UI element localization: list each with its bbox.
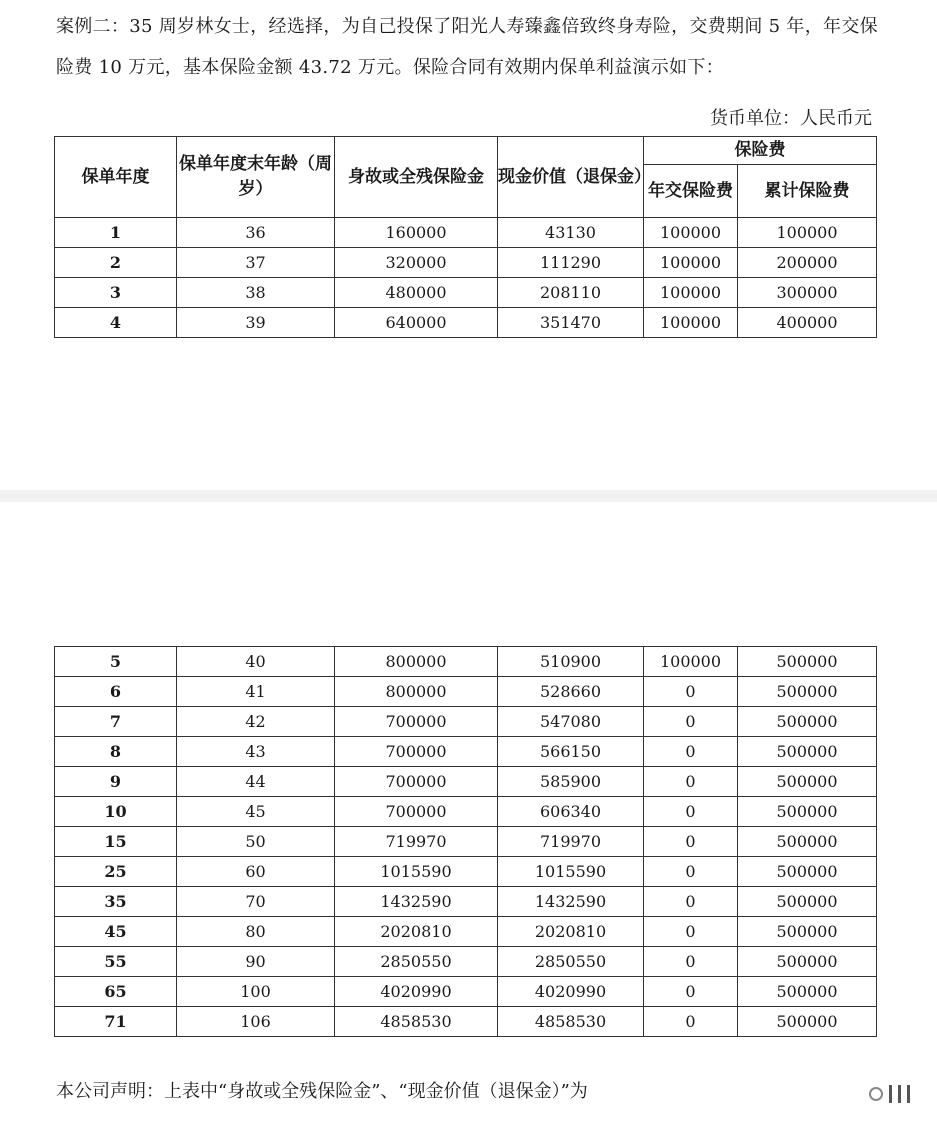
table-cell: 566150 xyxy=(498,737,644,767)
table-row xyxy=(55,278,877,308)
table-cell: 510900 xyxy=(498,647,644,677)
table-cell: 320000 xyxy=(335,248,498,278)
table-cell: 0 xyxy=(644,707,738,737)
table-cell: 100000 xyxy=(644,647,738,677)
table-cell: 42 xyxy=(177,707,335,737)
table-row xyxy=(55,827,877,857)
table-cell: 480000 xyxy=(335,278,498,308)
table-cell: 36 xyxy=(177,218,335,248)
image-viewer-toolbar xyxy=(700,1074,930,1114)
table-cell: 60 xyxy=(177,857,335,887)
table-cell: 300000 xyxy=(738,278,877,308)
table-cell: 700000 xyxy=(335,737,498,767)
table-cell: 500000 xyxy=(738,797,877,827)
table-cell: 160000 xyxy=(335,218,498,248)
table-cell: 15 xyxy=(55,827,177,857)
table-row xyxy=(55,248,877,278)
table-cell: 45 xyxy=(177,797,335,827)
table-cell: 0 xyxy=(644,917,738,947)
header-age: 保单年度末年龄（周岁） xyxy=(177,137,335,218)
table-cell: 351470 xyxy=(498,308,644,338)
table-cell: 2020810 xyxy=(335,917,498,947)
table-cell: 208110 xyxy=(498,278,644,308)
table-cell: 4020990 xyxy=(498,977,644,1007)
table-cell: 100 xyxy=(177,977,335,1007)
intro-paragraph: 案例二：35 周岁林女士，经选择，为自己投保了阳光人寿臻鑫倍致终身寿险，交费期间 5 年，年交保险费 10 万元，基本保险金额 43.72 万元。保险合同有效期内保单利益演示如下： xyxy=(56,16,878,78)
table-cell: 700000 xyxy=(335,767,498,797)
table-cell: 0 xyxy=(644,1007,738,1037)
table-cell: 2020810 xyxy=(498,917,644,947)
table-cell: 547080 xyxy=(498,707,644,737)
table-cell: 585900 xyxy=(498,767,644,797)
table-cell: 37 xyxy=(177,248,335,278)
bar-icon[interactable] xyxy=(898,1085,901,1103)
table-row xyxy=(55,647,877,677)
table-cell: 500000 xyxy=(738,707,877,737)
table-cell: 100000 xyxy=(738,218,877,248)
table-body-bottom xyxy=(55,647,877,1037)
table-cell: 90 xyxy=(177,947,335,977)
table-cell: 1 xyxy=(55,218,177,248)
table-cell: 3 xyxy=(55,278,177,308)
table-cell: 719970 xyxy=(498,827,644,857)
table-cell: 400000 xyxy=(738,308,877,338)
table-row xyxy=(55,887,877,917)
company-statement: 本公司声明：上表中“身故或全残保险金”、“现金价值（退保金）”为 xyxy=(56,1081,588,1102)
bar-icon[interactable] xyxy=(907,1085,910,1103)
table-row xyxy=(55,767,877,797)
table-body-top xyxy=(55,218,877,338)
header-death-benefit: 身故或全残保险金 xyxy=(335,137,498,218)
table-cell: 0 xyxy=(644,677,738,707)
table-cell: 40 xyxy=(177,647,335,677)
table-cell: 55 xyxy=(55,947,177,977)
table-cell: 700000 xyxy=(335,707,498,737)
table-row xyxy=(55,857,877,887)
table-cell: 35 xyxy=(55,887,177,917)
table-cell: 0 xyxy=(644,797,738,827)
table-row xyxy=(55,1007,877,1037)
table-cell: 719970 xyxy=(335,827,498,857)
table-cell: 0 xyxy=(644,887,738,917)
table-cell: 39 xyxy=(177,308,335,338)
table-row xyxy=(55,977,877,1007)
table-cell: 43 xyxy=(177,737,335,767)
table-cell: 500000 xyxy=(738,977,877,1007)
table-cell: 100000 xyxy=(644,218,738,248)
table-cell: 100000 xyxy=(644,248,738,278)
table-cell: 200000 xyxy=(738,248,877,278)
table-cell: 44 xyxy=(177,767,335,797)
table-row xyxy=(55,737,877,767)
table-row xyxy=(55,707,877,737)
table-cell: 2850550 xyxy=(498,947,644,977)
table-cell: 9 xyxy=(55,767,177,797)
table-cell: 65 xyxy=(55,977,177,1007)
table-cell: 71 xyxy=(55,1007,177,1037)
table-cell: 500000 xyxy=(738,767,877,797)
table-row xyxy=(55,218,877,248)
circle-icon[interactable] xyxy=(869,1087,883,1101)
table-cell: 41 xyxy=(177,677,335,707)
table-cell: 70 xyxy=(177,887,335,917)
table-cell: 80 xyxy=(177,917,335,947)
table-cell: 500000 xyxy=(738,677,877,707)
table-cell: 606340 xyxy=(498,797,644,827)
table-row xyxy=(55,308,877,338)
table-cell: 8 xyxy=(55,737,177,767)
table-cell: 10 xyxy=(55,797,177,827)
table-cell: 111290 xyxy=(498,248,644,278)
table-cell: 0 xyxy=(644,947,738,977)
table-cell: 4858530 xyxy=(498,1007,644,1037)
table-cell: 0 xyxy=(644,857,738,887)
header-annual-premium: 年交保险费 xyxy=(644,165,738,218)
table-cell: 0 xyxy=(644,767,738,797)
table-row xyxy=(55,917,877,947)
table-cell: 2 xyxy=(55,248,177,278)
header-cumulative-premium: 累计保险费 xyxy=(738,165,877,218)
currency-unit-label: 货币单位：人民币元 xyxy=(710,108,872,129)
table-cell: 50 xyxy=(177,827,335,857)
table-cell: 500000 xyxy=(738,1007,877,1037)
table-cell: 100000 xyxy=(644,308,738,338)
table-cell: 800000 xyxy=(335,677,498,707)
table-cell: 640000 xyxy=(335,308,498,338)
table-cell: 4 xyxy=(55,308,177,338)
header-policy-year: 保单年度 xyxy=(55,137,177,218)
table-cell: 6 xyxy=(55,677,177,707)
table-cell: 500000 xyxy=(738,647,877,677)
table-cell: 7 xyxy=(55,707,177,737)
page-break-divider xyxy=(0,490,937,502)
table-cell: 0 xyxy=(644,977,738,1007)
table-cell: 1432590 xyxy=(498,887,644,917)
table-cell: 43130 xyxy=(498,218,644,248)
table-row xyxy=(55,797,877,827)
table-row xyxy=(55,677,877,707)
table-cell: 500000 xyxy=(738,947,877,977)
table-cell: 500000 xyxy=(738,827,877,857)
table-cell: 106 xyxy=(177,1007,335,1037)
table-row xyxy=(55,947,877,977)
table-cell: 4020990 xyxy=(335,977,498,1007)
table-cell: 0 xyxy=(644,737,738,767)
table-cell: 500000 xyxy=(738,857,877,887)
table-cell: 1015590 xyxy=(498,857,644,887)
table-cell: 0 xyxy=(644,827,738,857)
table-cell: 800000 xyxy=(335,647,498,677)
bar-icon[interactable] xyxy=(889,1085,892,1103)
table-cell: 38 xyxy=(177,278,335,308)
table-cell: 500000 xyxy=(738,737,877,767)
table-cell: 528660 xyxy=(498,677,644,707)
table-cell: 5 xyxy=(55,647,177,677)
table-cell: 500000 xyxy=(738,917,877,947)
benefit-table-bottom xyxy=(54,646,877,1037)
table-cell: 25 xyxy=(55,857,177,887)
table-cell: 100000 xyxy=(644,278,738,308)
table-cell: 45 xyxy=(55,917,177,947)
table-cell: 1432590 xyxy=(335,887,498,917)
header-premium-group: 保险费 xyxy=(644,137,877,165)
benefit-table-top xyxy=(54,136,877,338)
table-cell: 700000 xyxy=(335,797,498,827)
table-cell: 1015590 xyxy=(335,857,498,887)
table-cell: 500000 xyxy=(738,887,877,917)
table-cell: 4858530 xyxy=(335,1007,498,1037)
table-cell: 2850550 xyxy=(335,947,498,977)
header-cash-value: 现金价值（退保金） xyxy=(498,137,644,218)
